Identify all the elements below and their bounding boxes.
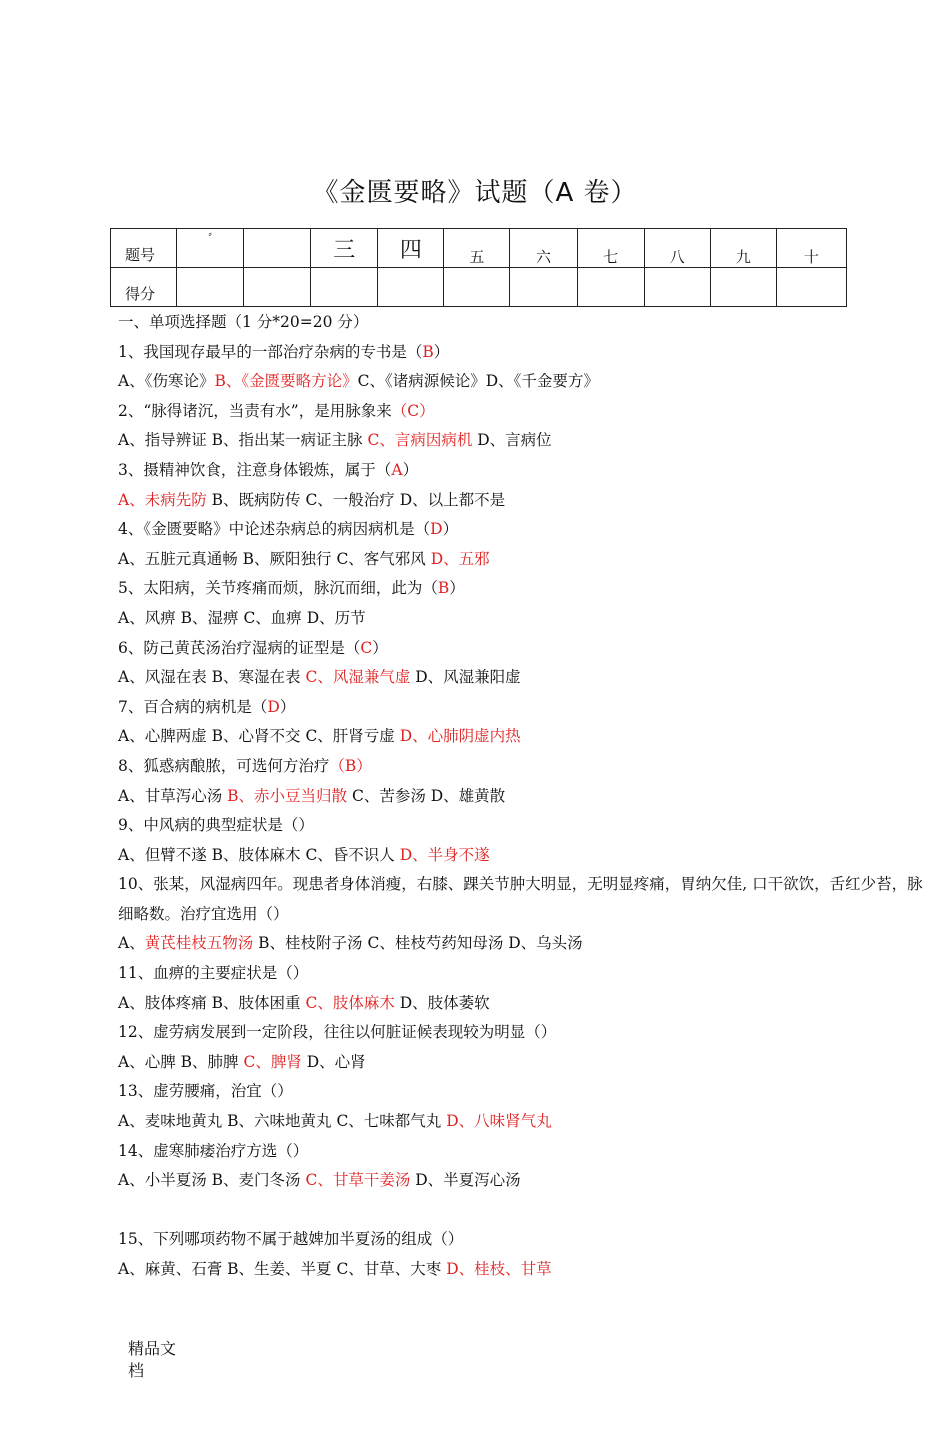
question-line	[118, 397, 930, 427]
question-text: B、既病防传 C、一般治疗 D、以上都不是	[206, 490, 506, 509]
score-cell	[577, 268, 644, 307]
question-line	[118, 752, 930, 782]
question-text: 9、中风病的典型症状是（）	[118, 816, 314, 835]
score-cell	[710, 268, 776, 307]
footer-watermark: 精品文档	[128, 1339, 177, 1380]
answer-text: C、甘草干姜汤	[305, 1171, 411, 1190]
question-text: D、半夏泻心汤	[410, 1171, 521, 1190]
question-line	[118, 959, 930, 989]
score-cell	[644, 268, 710, 307]
column-header-2	[244, 229, 311, 268]
question-text: C、苦参汤 D、雄黄散	[347, 786, 506, 805]
score-cell	[510, 268, 577, 307]
answer-text: D、半身不遂	[399, 845, 490, 864]
question-line	[118, 1077, 930, 1107]
answer-text: C	[360, 638, 373, 657]
question-line	[118, 545, 930, 575]
question-line	[118, 929, 930, 959]
answer-text: C、脾肾	[243, 1052, 302, 1071]
question-number-label: 题号	[111, 229, 177, 268]
question-text: A、心脾 B、肺脾	[118, 1052, 244, 1071]
question-body	[118, 308, 930, 1285]
score-table-header-row	[111, 229, 847, 268]
answer-text: D、八味肾气丸	[446, 1112, 552, 1131]
answer-text: （C）	[391, 401, 435, 420]
question-line	[118, 604, 930, 634]
answer-text: C、言病因病机	[367, 431, 473, 450]
answer-text: C、风湿兼气虚	[305, 668, 411, 687]
question-line	[118, 1166, 930, 1196]
question-line	[118, 693, 930, 723]
question-line	[118, 870, 930, 929]
question-line	[118, 1225, 930, 1255]
answer-text: D、五邪	[430, 549, 490, 568]
answer-text: B	[422, 342, 434, 361]
answer-text: D	[267, 697, 280, 716]
question-line	[118, 338, 930, 368]
question-line	[118, 989, 930, 1019]
question-text: C、《诸病源候论》D、《千金要方》	[357, 372, 599, 391]
question-text: A、甘草泻心汤	[118, 786, 228, 805]
question-line	[118, 426, 930, 456]
question-text: A、心脾两虚 B、心肾不交 C、肝肾亏虚	[118, 727, 400, 746]
answer-text: 黄芪桂枝五物汤	[144, 934, 254, 953]
question-line	[118, 1137, 930, 1167]
question-line	[118, 486, 930, 516]
answer-text: D	[430, 520, 443, 539]
question-text: A、麦味地黄丸 B、六味地黄丸 C、七味都气丸	[118, 1112, 447, 1131]
answer-text: B	[437, 579, 450, 598]
question-text: 一、单项选择题（1 分*20=20 分）	[118, 313, 369, 331]
question-text: 3、摄精神饮食，注意身体锻炼，属于（	[118, 460, 392, 479]
column-header-7: 七	[577, 229, 644, 268]
question-line	[118, 308, 930, 338]
question-text: ）	[279, 697, 296, 716]
question-text: 1、我国现存最早的一部治疗杂病的专书是（	[118, 342, 423, 361]
score-table	[110, 228, 847, 307]
score-cell	[311, 268, 378, 307]
question-line	[118, 1048, 930, 1078]
question-line	[118, 1018, 930, 1048]
column-header-3: 三	[311, 229, 378, 268]
question-text: 5、太阳病，关节疼痛而烦，脉沉而细，此为（	[118, 579, 438, 598]
question-text: ）	[442, 520, 459, 539]
question-line	[118, 722, 930, 752]
question-text: ）	[433, 342, 450, 361]
question-text: B、桂枝附子汤 C、桂枝芍药知母汤 D、乌头汤	[253, 934, 583, 953]
question-text: 11、血痹的主要症状是（）	[118, 964, 309, 983]
answer-text: B、赤小豆当归散	[227, 786, 348, 805]
question-line	[118, 663, 930, 693]
score-cell	[776, 268, 846, 307]
question-text: A、五脏元真通畅 B、厥阳独行 C、客气邪风	[118, 549, 431, 568]
question-text: 15、下列哪项药物不属于越婢加半夏汤的组成（）	[118, 1230, 464, 1249]
question-text: A、《伤寒论》	[118, 372, 215, 391]
question-text: ）	[372, 638, 388, 657]
answer-text: C、肢体麻木	[305, 993, 395, 1012]
column-header-9: 九	[710, 229, 776, 268]
question-line	[118, 1107, 930, 1137]
score-cell	[378, 268, 444, 307]
column-header-6: 六	[510, 229, 577, 268]
question-text: ）	[449, 579, 465, 598]
score-cell	[177, 268, 244, 307]
question-text: 14、虚寒肺痿治疗方选（）	[118, 1141, 309, 1160]
question-text: A、小半夏汤 B、麦门冬汤	[118, 1171, 306, 1190]
question-text: 8、狐惑病酿脓，可选何方治疗	[118, 756, 330, 775]
question-text: A、风痹 B、湿痹 C、血痹 D、历节	[118, 608, 366, 627]
answer-text: D、桂枝、甘草	[446, 1260, 552, 1278]
question-line	[118, 1255, 930, 1285]
column-header-1: ⸗	[177, 229, 244, 268]
score-label: 得分	[111, 268, 177, 307]
question-line	[118, 634, 930, 664]
question-text: 6、防己黄芪汤治疗湿病的证型是（	[118, 638, 361, 657]
question-text: 12、虚劳病发展到一定阶段，往往以何脏证候表现较为明显（）	[118, 1023, 557, 1042]
column-header-10: 十	[776, 229, 846, 268]
question-text: ）	[402, 460, 419, 479]
question-text: D、肢体萎软	[394, 993, 490, 1012]
question-line	[118, 367, 930, 397]
question-text: 7、百合病的病机是（	[118, 697, 268, 716]
question-text: A、但臂不遂 B、肢体麻木 C、昏不识人	[118, 845, 400, 864]
question-line	[118, 811, 930, 841]
column-header-8: 八	[644, 229, 710, 268]
page-title: 《金匮要略》试题（A 卷）	[312, 178, 638, 208]
column-header-4: 四	[378, 229, 444, 268]
question-text: A、风湿在表 B、寒湿在表	[118, 668, 306, 687]
answer-text: A	[391, 460, 403, 479]
question-text: D、风湿兼阳虚	[410, 668, 521, 687]
question-text: 4、《金匮要略》中论述杂病总的病因病机是（	[118, 520, 431, 539]
question-text: D、言病位	[472, 431, 552, 450]
answer-text: （B）	[329, 756, 372, 775]
question-text: 13、虚劳腰痛，治宜（）	[118, 1082, 293, 1101]
question-line	[118, 515, 930, 545]
question-text: A、	[118, 934, 145, 953]
score-cell	[244, 268, 311, 307]
question-text: D、心肾	[301, 1052, 366, 1071]
question-text: A、指导辨证 B、指出某一病证主脉	[118, 431, 368, 450]
question-line	[118, 456, 930, 486]
column-header-5: 五	[444, 229, 510, 268]
question-text: 10、张某，风湿病四年。现患者身体消瘦，右膝、踝关节肿大明显，无明显疼痛，胃纳欠佳, 口干欲饮，舌红少苔，脉细略数。治疗宜选用（）	[118, 875, 923, 923]
question-text: A、麻黄、石膏 B、生姜、半夏 C、甘草、大枣	[118, 1260, 447, 1278]
score-cell	[444, 268, 510, 307]
score-table-score-row	[111, 268, 847, 307]
question-line	[118, 841, 930, 871]
question-text: A、肢体疼痛 B、肢体困重	[118, 993, 306, 1012]
answer-text: A、未病先防	[118, 490, 207, 509]
answer-text: B、《金匮要略方论》	[214, 372, 358, 391]
blank-line	[118, 1196, 930, 1226]
question-line	[118, 574, 930, 604]
question-text: 2、“脉得诸沉，当责有水”，是用脉象来	[118, 401, 392, 420]
answer-text: D、心肺阴虚内热	[399, 727, 521, 746]
question-line	[118, 782, 930, 812]
